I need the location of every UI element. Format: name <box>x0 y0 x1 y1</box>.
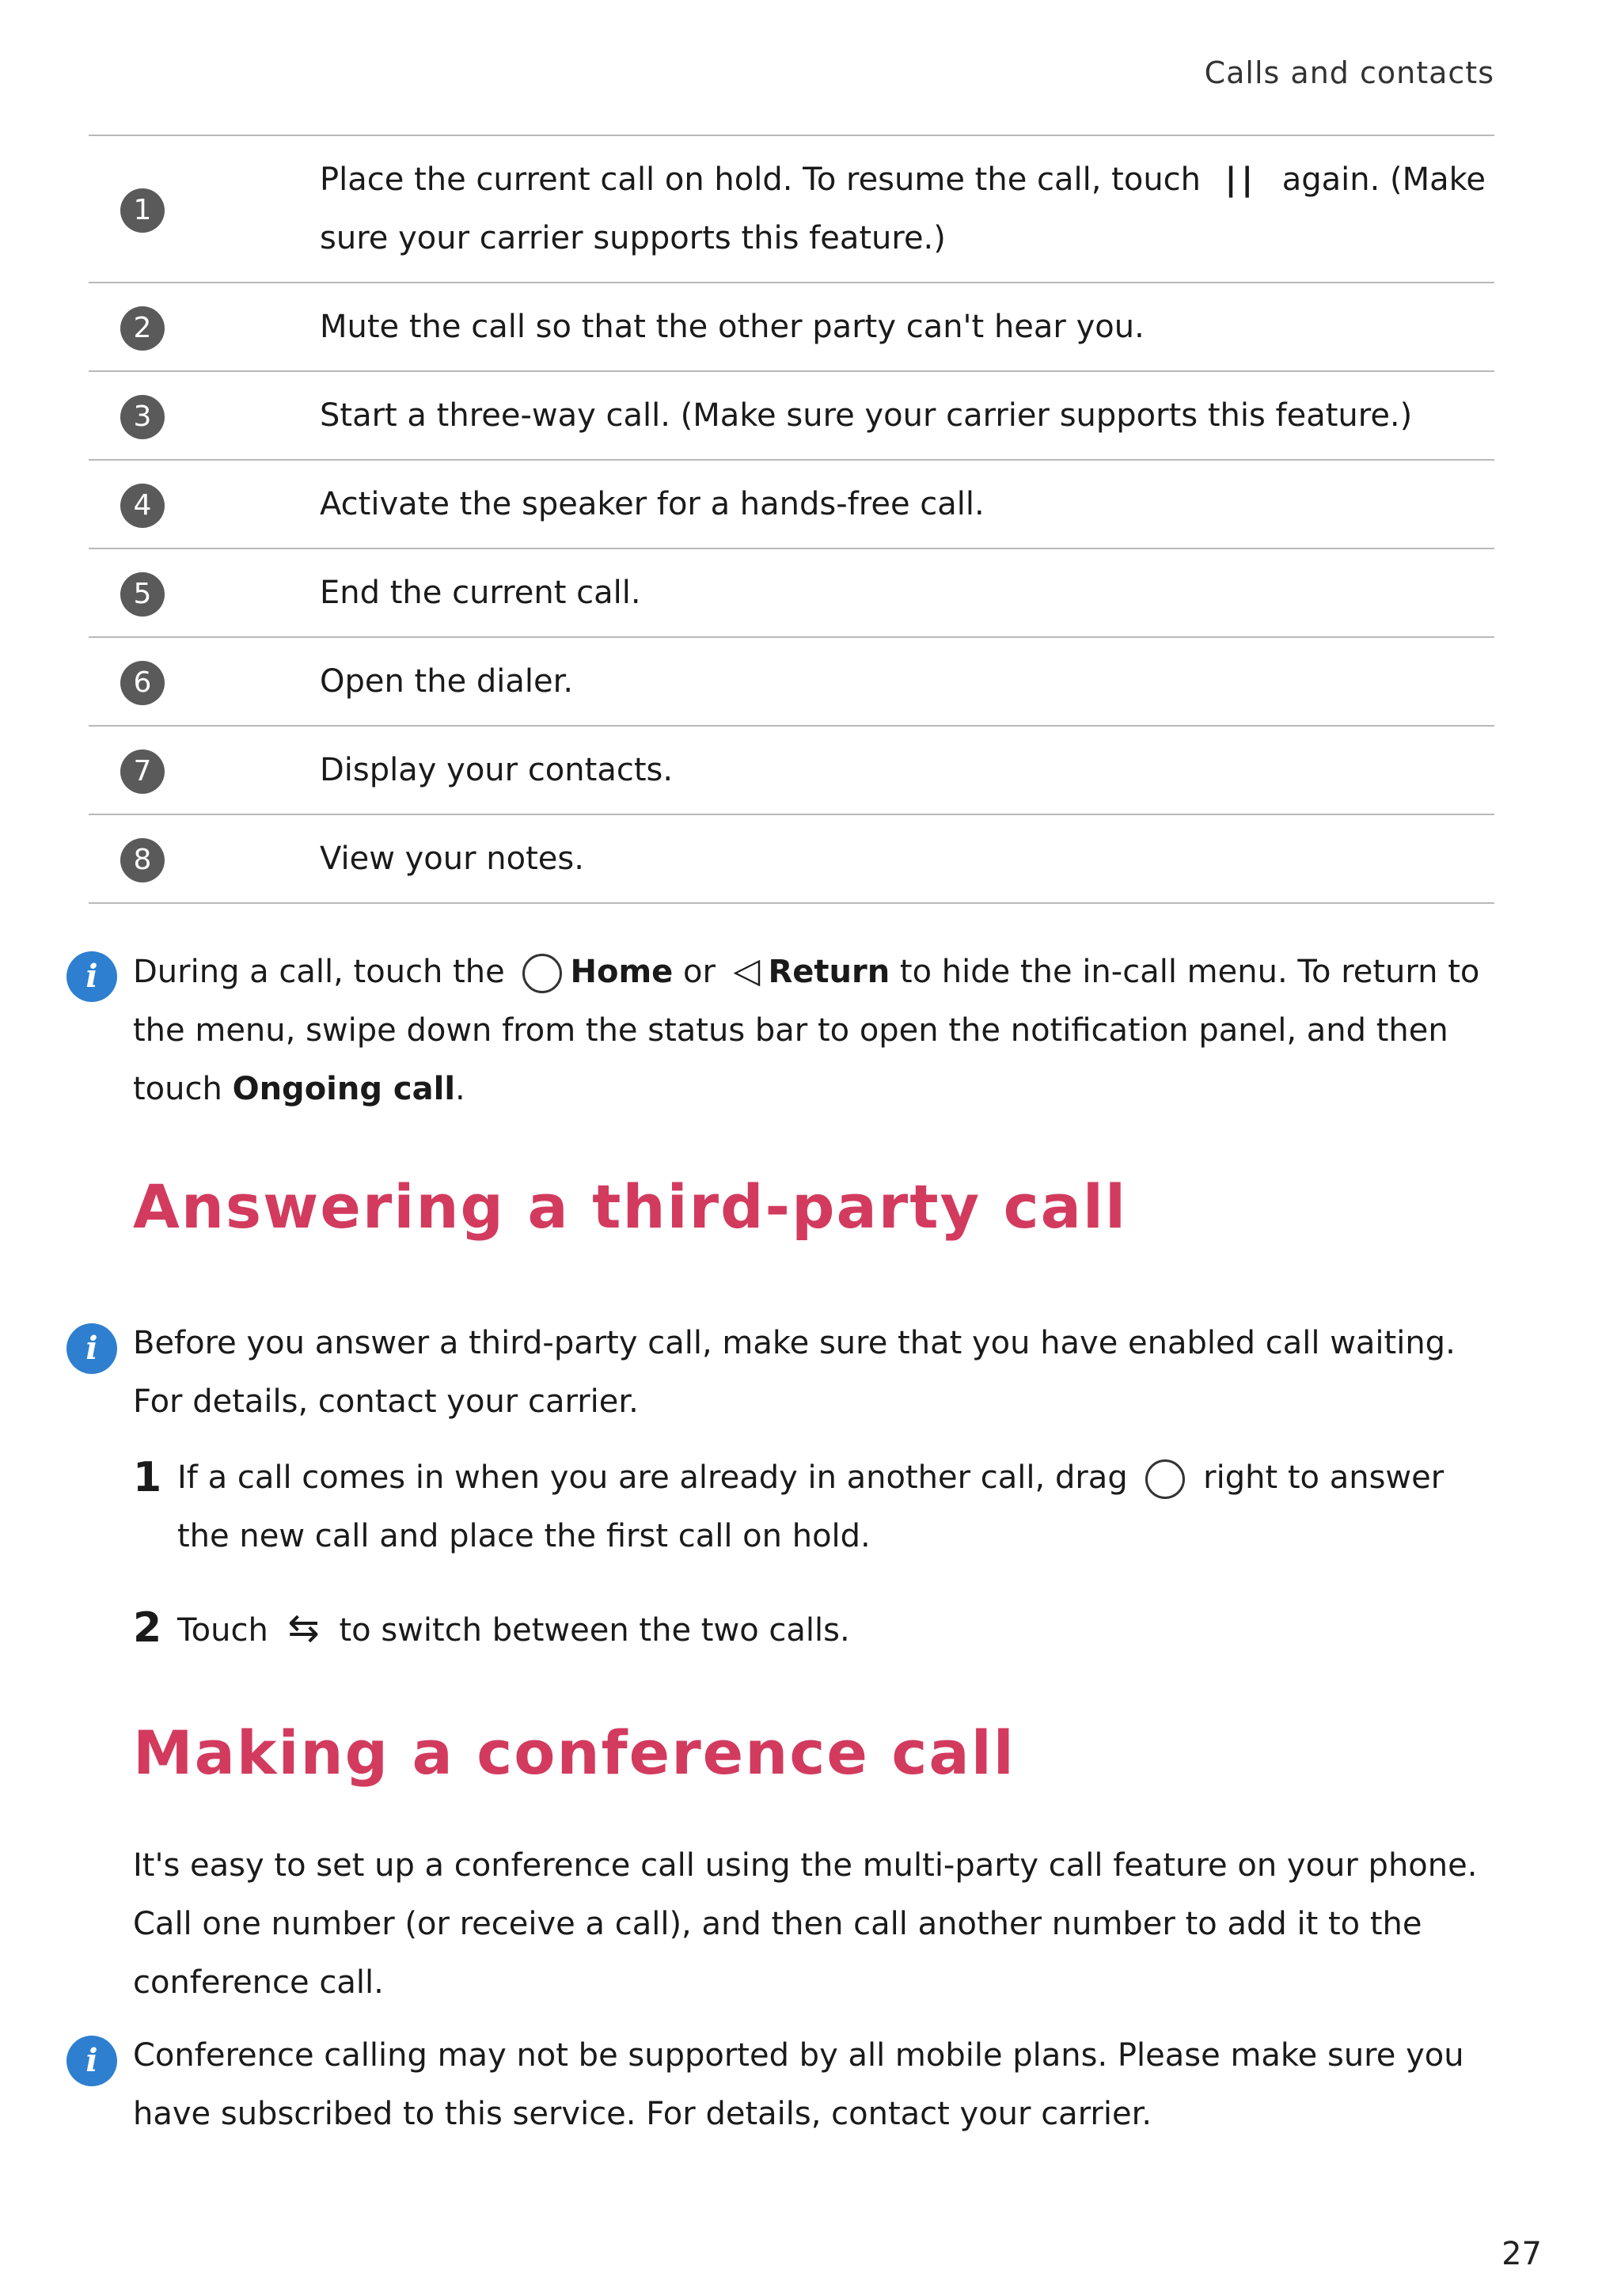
return-icon: ◁ <box>733 951 761 991</box>
legend-row <box>89 283 1494 371</box>
info-icon: i <box>66 1323 117 1374</box>
legend-text: Open the dialer. <box>320 637 1494 726</box>
step-1: 1 If a call comes in when you are already in another call, drag right to answer the new call and place the first call on hold. <box>133 1448 1494 1565</box>
note-hide-menu: i During a call, touch the Home or ◁ Return to hide the in-call menu. To return to the menu, swipe down from the status bar to open the notification panel, and then touch Ongoing call. <box>133 942 1494 1118</box>
info-icon: i <box>66 2036 117 2086</box>
legend-row <box>89 548 1494 637</box>
hold-icon: || <box>1224 161 1258 198</box>
legend-row <box>89 135 1494 283</box>
legend-text: Start a three-way call. (Make sure your carrier supports this feature.) <box>320 371 1494 460</box>
legend-text: Place the current call on hold. To resume the call, touch || again. (Make sure your carrier supports this feature.) <box>320 135 1494 283</box>
legend-badge: 3 <box>120 395 165 439</box>
step-2: 2 Touch ⇆ to switch between the two calls. <box>133 1599 1494 1660</box>
legend-badge: 8 <box>120 838 165 882</box>
step-number: 2 <box>133 1604 162 1652</box>
section-title-conference: Making a conference call <box>133 1717 1015 1788</box>
legend-badge: 7 <box>120 750 165 794</box>
legend-table <box>89 135 1494 904</box>
legend-row <box>89 371 1494 460</box>
conference-intro: It's easy to set up a conference call using the multi-party call feature on your phone. Call one number (or receive a call), and then call another number to add it to the conference call. <box>133 1847 1478 2001</box>
legend-text: End the current call. <box>320 548 1494 637</box>
legend-row <box>89 460 1494 548</box>
legend-row <box>89 726 1494 814</box>
legend-row <box>89 814 1494 903</box>
legend-badge: 5 <box>120 572 165 617</box>
info-icon: i <box>66 951 117 1002</box>
legend-badge: 6 <box>120 661 165 705</box>
step-number: 1 <box>133 1454 162 1501</box>
swap-calls-icon: ⇆ <box>287 1606 320 1650</box>
legend-badge: 2 <box>120 306 165 351</box>
legend-text: Mute the call so that the other party can't hear you. <box>320 283 1494 371</box>
note-conference-plans: i Conference calling may not be supported by all mobile plans. Please make sure you have subscribed to this service. For details, contact your carrier. <box>133 2026 1494 2143</box>
legend-text: Activate the speaker for a hands-free call. <box>320 460 1494 548</box>
answer-drag-icon <box>1145 1459 1185 1499</box>
legend-text: Display your contacts. <box>320 726 1494 814</box>
legend-text: View your notes. <box>320 814 1494 903</box>
home-icon <box>522 954 562 993</box>
note-call-waiting: i Before you answer a third-party call, make sure that you have enabled call waiting. For details, contact your carrier. <box>133 1314 1494 1431</box>
section-title-third-party: Answering a third-party call <box>133 1171 1128 1242</box>
legend-row <box>89 637 1494 726</box>
page-number: 27 <box>1501 2236 1542 2272</box>
page-header: Calls and contacts <box>1204 55 1494 90</box>
legend-badge: 4 <box>120 484 165 528</box>
legend-badge: 1 <box>120 188 165 233</box>
